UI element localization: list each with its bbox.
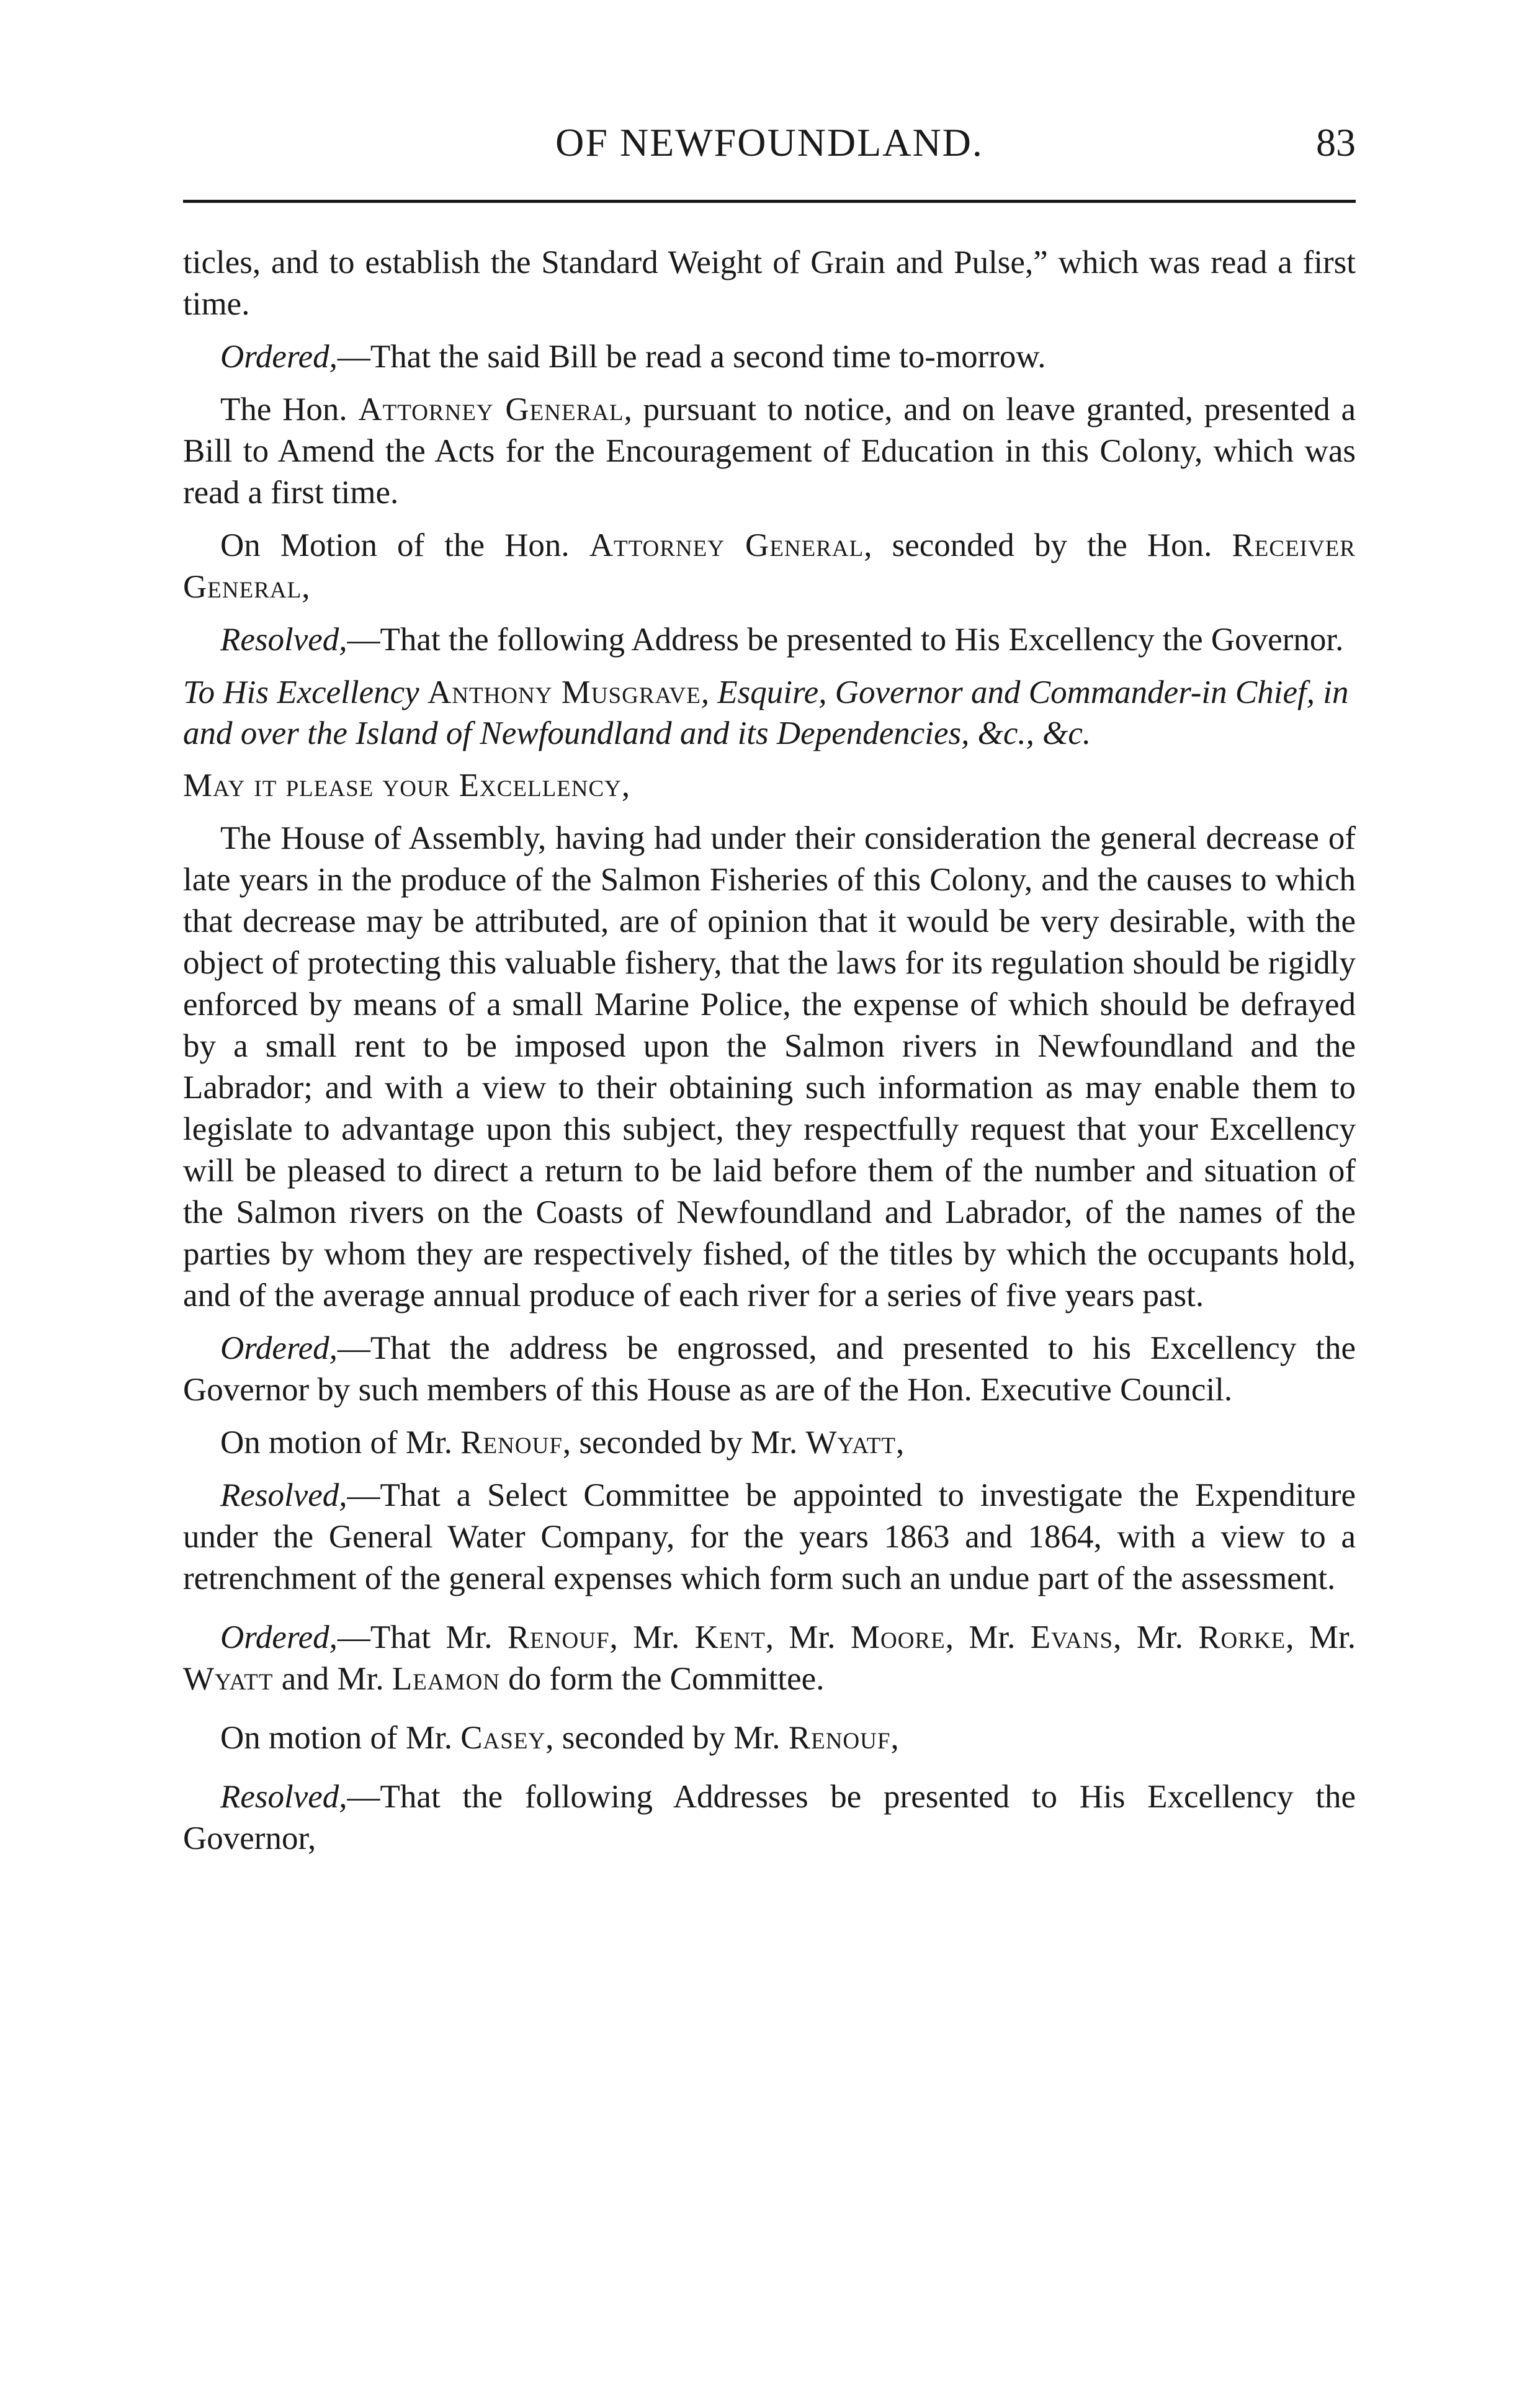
person-name: Moore xyxy=(850,1619,946,1655)
paragraph-continuation xyxy=(183,242,1356,325)
paragraph-text: —That the following Address be presented to His Excellency the Governor. xyxy=(347,622,1344,658)
paragraph-text: , Mr. xyxy=(945,1619,1031,1655)
ordered-label: Ordered, xyxy=(220,1330,338,1366)
paragraph-text: —That the address be engrossed, and presented to his Excellency the Governor by such members of this House as are of the Hon. Executive Council. xyxy=(183,1330,1356,1408)
resolved-label: Resolved, xyxy=(220,622,347,658)
running-title: OF NEWFOUNDLAND. xyxy=(555,120,983,164)
ordered-label: Ordered, xyxy=(220,339,338,375)
paragraph-text: —That the following Addresses be presented to His Excellency the Governor, xyxy=(183,1779,1356,1856)
paragraph-text: , Mr. xyxy=(609,1619,695,1655)
paragraph-text: , Mr. xyxy=(765,1619,851,1655)
person-name: Renouf xyxy=(507,1619,610,1655)
paragraph-address-body xyxy=(183,818,1356,1317)
paragraph-text: , xyxy=(895,1425,905,1461)
paragraph-text: , Mr. xyxy=(1113,1619,1199,1655)
person-name: Evans xyxy=(1030,1619,1114,1655)
person-name: Casey xyxy=(460,1720,546,1756)
person-name: Attorney General xyxy=(589,527,864,563)
salutation-text: May it please your Excellency xyxy=(183,767,622,803)
address-text: To His Excellency xyxy=(183,674,428,710)
paragraph-resolved-committee xyxy=(183,1475,1356,1600)
address-text: , Esquire, Governor and Commander-in Chief, in and over the Island of Newfoundland and its Dependencies, &c., &c. xyxy=(183,674,1349,751)
person-name: Receiver General xyxy=(183,527,1356,605)
paragraph-motion-casey xyxy=(183,1717,1356,1759)
paragraph-ordered-committee xyxy=(183,1617,1356,1700)
paragraph-text: ticles, and to establish the Standard Weight of Grain and Pulse,” which was read a first time. xyxy=(183,244,1356,322)
paragraph-text: , seconded by the Hon. xyxy=(864,527,1232,563)
person-name: Attorney General xyxy=(358,392,624,427)
paragraph-text: and Mr. xyxy=(273,1661,392,1697)
paragraph-text: On Motion of the Hon. xyxy=(220,527,589,563)
person-name: Kent xyxy=(694,1619,766,1655)
paragraph-text: On motion of Mr. xyxy=(220,1425,461,1461)
person-name: Leamon xyxy=(392,1661,500,1697)
paragraph-text: —That the said Bill be read a second time to-morrow. xyxy=(337,339,1046,375)
paragraph-text: , xyxy=(890,1720,899,1756)
person-name: Renouf xyxy=(460,1425,563,1461)
paragraph-text: , seconded by Mr. xyxy=(545,1720,789,1756)
page-number: 83 xyxy=(1316,120,1356,164)
paragraph-motion-renouf xyxy=(183,1422,1356,1464)
paragraph-text: , seconded by Mr. xyxy=(562,1425,806,1461)
paragraph-ordered-engrossed xyxy=(183,1328,1356,1411)
paragraph-text: The Hon. xyxy=(220,392,359,427)
body-text xyxy=(183,242,1356,1871)
paragraph-motion xyxy=(183,525,1356,608)
address-salutation-block xyxy=(183,672,1356,754)
paragraph-text: , xyxy=(302,569,310,605)
person-name: Wyatt xyxy=(183,1661,274,1697)
person-name: Wyatt xyxy=(805,1425,896,1461)
page-header xyxy=(183,118,1356,168)
paragraph-bill-education xyxy=(183,389,1356,514)
resolved-label: Resolved, xyxy=(220,1779,347,1815)
paragraph-text: , xyxy=(621,767,630,803)
paragraph-text: , pursuant to notice, and on leave granted, presented a Bill to Amend the Acts for the Encouragement of Education in this Colony, which was read a first time. xyxy=(183,392,1356,511)
paragraph-text: —That a Select Committee be appointed to investigate the Expenditure under the General Water Company, for the years 1863 and 1864, with a view to a retrenchment of the general expenses which form such an undue part of the assessment. xyxy=(183,1477,1356,1596)
person-name: Renouf xyxy=(788,1720,891,1756)
paragraph-ordered xyxy=(183,336,1356,378)
resolved-label: Resolved, xyxy=(220,1477,347,1513)
header-rule xyxy=(183,200,1356,203)
paragraph-text: The House of Assembly, having had under their consideration the general decrease of late years in the produce of the Salmon Fisheries of this Colony, and the causes to which that decrease may be attributed, are of opinion that it would be very desirable, with the object of protecting this valuable fishery, that the laws for its regulation should be rigidly enforced by means of a small Marine Police, the expense of which should be defrayed by a small rent to be imposed upon the Salmon rivers in Newfoundland and the Labrador; and with a view to their obtaining such information as may enable them to legislate to advantage upon this subject, they respectfully request that your Excellency will be pleased to direct a return to be laid before them of the number and situation of the Salmon rivers on the Coasts of Newfoundland and Labrador, of the names of the parties by whom they are respectively fished, of the titles by which the occupants hold, and of the average annual produce of each river for a series of five years past. xyxy=(183,820,1356,1313)
ordered-label: Ordered, xyxy=(220,1619,338,1655)
person-name: Rorke xyxy=(1198,1619,1286,1655)
paragraph-resolved-addresses xyxy=(183,1776,1356,1859)
person-name: Anthony Musgrave xyxy=(427,674,701,710)
paragraph-text: do form the Committee. xyxy=(499,1661,825,1697)
paragraph-salutation xyxy=(183,765,1356,807)
paragraph-text: On motion of Mr. xyxy=(220,1720,461,1756)
paragraph-text: , Mr. xyxy=(1286,1619,1356,1655)
paragraph-text: —That Mr. xyxy=(337,1619,508,1655)
paragraph-resolved xyxy=(183,619,1356,661)
